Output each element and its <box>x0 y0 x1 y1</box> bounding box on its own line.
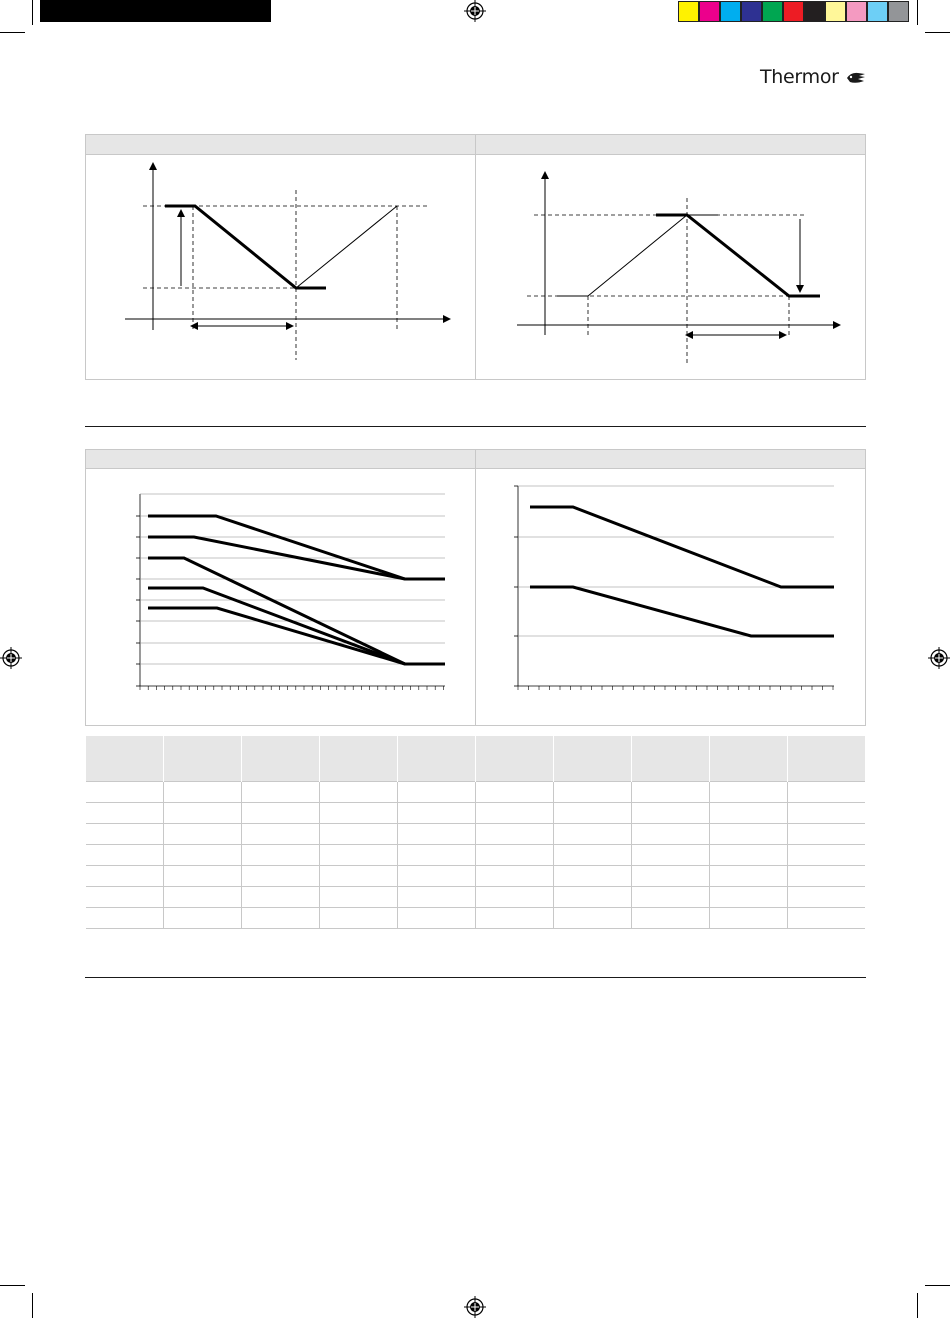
color-calibration-strip <box>678 1 909 22</box>
table-header-cell <box>164 736 242 782</box>
color-swatch <box>678 1 699 22</box>
schematic-diagram-right <box>476 155 865 379</box>
table-cell <box>709 887 787 908</box>
color-swatch <box>699 1 720 22</box>
table-cell <box>475 824 553 845</box>
chart-right-series-2 <box>530 587 834 636</box>
table-cell <box>242 782 320 803</box>
table-cell <box>475 845 553 866</box>
table-cell <box>631 908 709 929</box>
table-cell <box>709 908 787 929</box>
table-row <box>86 803 865 824</box>
data-table <box>86 736 865 929</box>
crop-mark-tl-h <box>0 32 25 33</box>
table-cell <box>86 845 164 866</box>
table-cell <box>553 908 631 929</box>
table-header-row <box>86 736 865 782</box>
table-cell <box>86 824 164 845</box>
crop-mark-bl-v <box>32 1293 33 1318</box>
table-cell <box>86 782 164 803</box>
table-header-cell <box>86 736 164 782</box>
table-cell <box>164 908 242 929</box>
table-cell <box>86 803 164 824</box>
chart-left <box>86 469 475 725</box>
table-cell <box>553 782 631 803</box>
table-header-cell <box>242 736 320 782</box>
table-cell <box>631 866 709 887</box>
section-divider-rule-bottom <box>85 977 866 978</box>
table-cell <box>164 782 242 803</box>
table-row <box>86 782 865 803</box>
color-swatch <box>762 1 783 22</box>
registration-mark-top-icon <box>464 0 486 22</box>
table-cell <box>164 887 242 908</box>
table-cell <box>553 845 631 866</box>
table-cell <box>631 782 709 803</box>
crop-mark-tl-v <box>32 0 33 25</box>
table-cell <box>86 887 164 908</box>
table-header-cell <box>631 736 709 782</box>
table-cell <box>242 803 320 824</box>
crop-mark-br-h <box>925 1285 950 1286</box>
table-cell <box>553 866 631 887</box>
table-row <box>86 908 865 929</box>
thermor-logo-mark-icon <box>846 71 866 85</box>
table-cell <box>242 845 320 866</box>
color-swatch <box>783 1 804 22</box>
print-black-bar <box>40 0 271 22</box>
crop-mark-br-v <box>917 1293 918 1318</box>
table-cell <box>164 803 242 824</box>
table-cell <box>164 845 242 866</box>
table-header-cell <box>475 736 553 782</box>
table-cell <box>398 803 476 824</box>
table-row <box>86 887 865 908</box>
table-cell <box>631 824 709 845</box>
table-cell <box>320 803 398 824</box>
table-cell <box>475 908 553 929</box>
table-cell <box>787 908 865 929</box>
table-cell <box>475 866 553 887</box>
color-swatch <box>804 1 825 22</box>
table-cell <box>320 782 398 803</box>
table-cell <box>86 866 164 887</box>
table-header-cell <box>553 736 631 782</box>
color-swatch <box>825 1 846 22</box>
table-cell <box>164 866 242 887</box>
table-cell <box>553 887 631 908</box>
color-swatch <box>867 1 888 22</box>
table-cell <box>86 908 164 929</box>
table-cell <box>398 908 476 929</box>
table-cell <box>320 887 398 908</box>
table-cell <box>553 803 631 824</box>
schematic-diagram-left <box>86 155 475 379</box>
table-cell <box>398 866 476 887</box>
table-cell <box>242 824 320 845</box>
table-header-cell <box>398 736 476 782</box>
table-cell <box>787 803 865 824</box>
table-cell <box>709 866 787 887</box>
chart-right <box>476 469 865 725</box>
table-cell <box>398 782 476 803</box>
table-header-cell <box>709 736 787 782</box>
color-swatch <box>846 1 867 22</box>
table-cell <box>475 803 553 824</box>
table-cell <box>398 845 476 866</box>
table-cell <box>242 887 320 908</box>
table-cell <box>398 824 476 845</box>
table-cell <box>787 866 865 887</box>
table-cell <box>787 824 865 845</box>
registration-mark-right-icon <box>928 647 950 669</box>
chart-left-yticks <box>136 516 140 686</box>
chart-left-series-1 <box>148 516 445 579</box>
table-cell <box>398 887 476 908</box>
table-cell <box>709 845 787 866</box>
color-swatch <box>720 1 741 22</box>
table-cell <box>709 824 787 845</box>
table-cell <box>475 887 553 908</box>
crop-mark-tr-h <box>925 32 950 33</box>
registration-mark-left-icon <box>0 647 22 669</box>
table-cell <box>320 866 398 887</box>
registration-mark-bottom-icon <box>464 1296 486 1318</box>
table-cell <box>709 803 787 824</box>
table-cell <box>787 782 865 803</box>
chart-right-xticks <box>518 686 833 690</box>
table-row <box>86 824 865 845</box>
table-header-cell <box>320 736 398 782</box>
table-cell <box>320 908 398 929</box>
crop-mark-bl-h <box>0 1285 25 1286</box>
table-cell <box>787 845 865 866</box>
chart-left-series-3 <box>148 558 445 664</box>
table-cell <box>553 824 631 845</box>
table-cell <box>631 803 709 824</box>
table-cell <box>242 908 320 929</box>
table-cell <box>787 887 865 908</box>
table-cell <box>164 824 242 845</box>
table-cell <box>320 824 398 845</box>
table-cell <box>475 782 553 803</box>
crop-mark-tr-v <box>917 0 918 25</box>
section-divider-rule <box>85 426 866 427</box>
table-row <box>86 845 865 866</box>
table-cell <box>242 866 320 887</box>
table-cell <box>709 782 787 803</box>
brand-logo-text: Thermor <box>760 66 839 88</box>
color-swatch <box>888 1 909 22</box>
chart-right-series-1 <box>530 507 834 587</box>
chart-right-yticks <box>514 486 518 686</box>
table-row <box>86 866 865 887</box>
chart-left-xticks <box>140 686 443 690</box>
color-swatch <box>741 1 762 22</box>
table-cell <box>631 845 709 866</box>
table-cell <box>320 845 398 866</box>
table-cell <box>631 887 709 908</box>
table-header-cell <box>787 736 865 782</box>
